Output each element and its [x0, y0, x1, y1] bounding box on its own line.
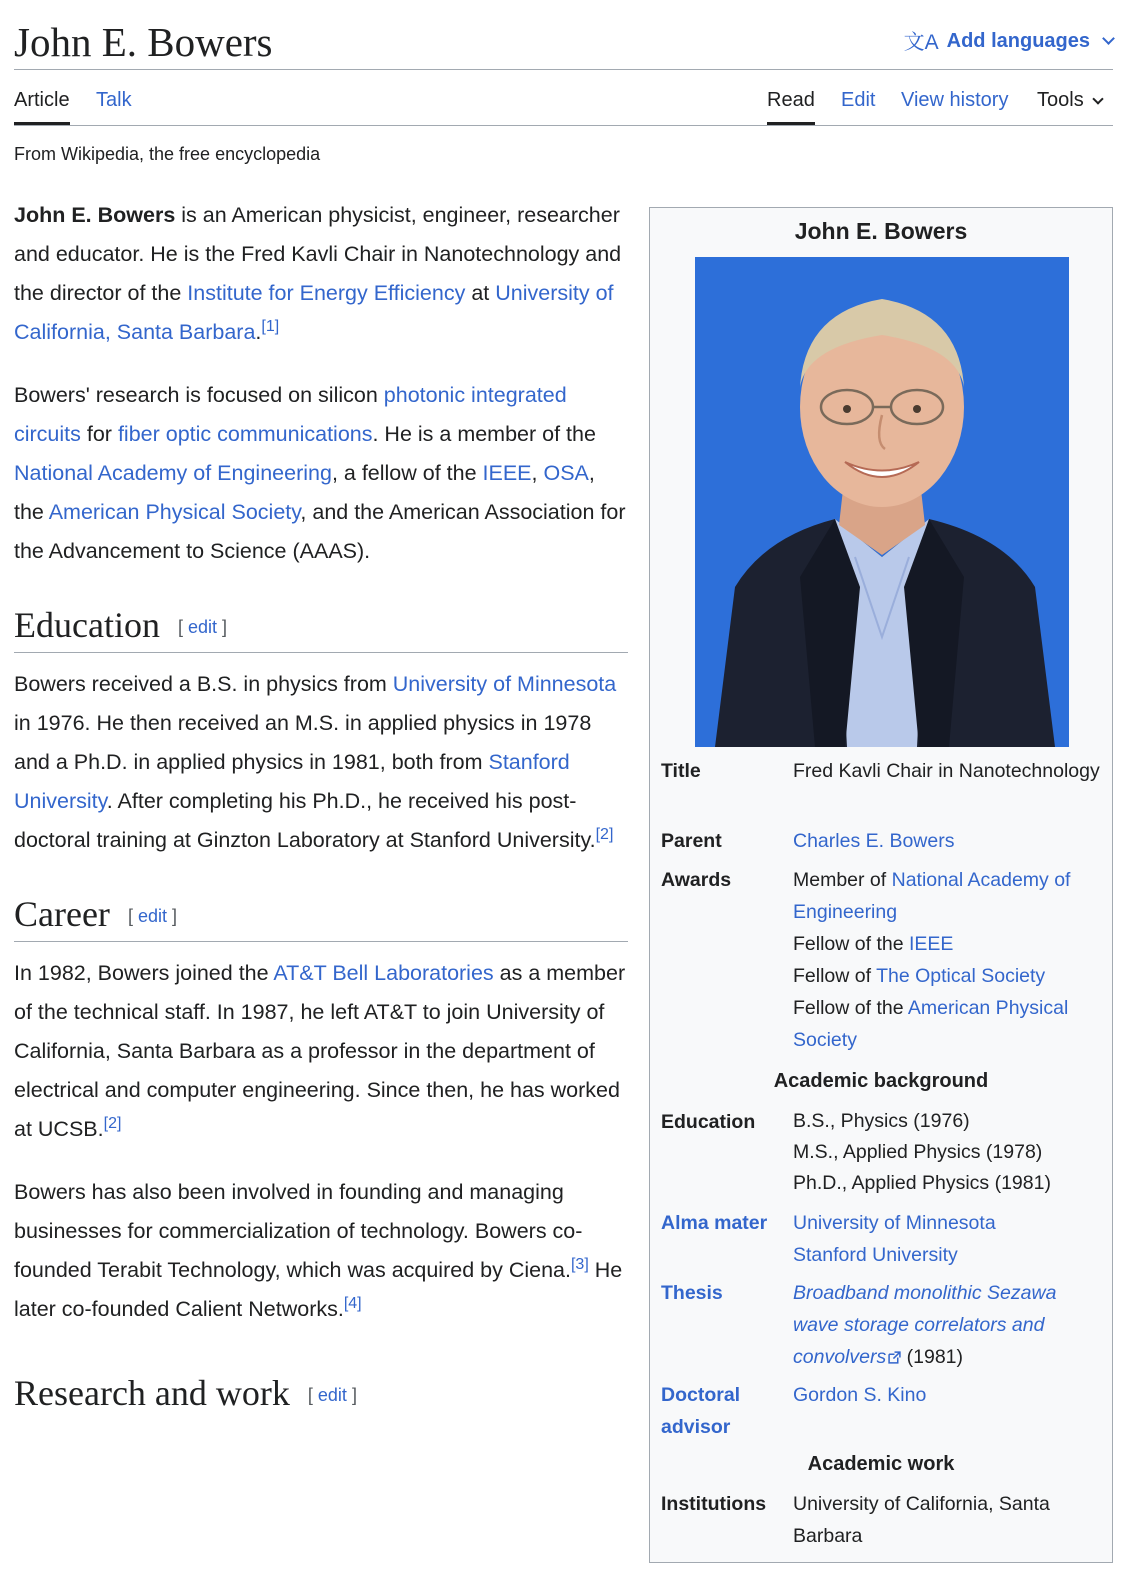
link-university-of-minnesota[interactable]: University of Minnesota	[793, 1212, 996, 1234]
link-ucsb[interactable]: University of California, Santa Barbara	[14, 281, 614, 344]
title-bar	[14, 14, 1113, 70]
reference-2[interactable]: [2]	[595, 825, 614, 843]
section-heading-research	[14, 1373, 628, 1421]
link-photonic-integrated-circuits[interactable]: photonic integrated circuits	[14, 383, 567, 446]
infobox-value	[793, 825, 1103, 857]
chevron-down-icon	[1092, 93, 1103, 104]
award-item	[793, 928, 1103, 960]
text-run: Member of	[793, 869, 892, 891]
text-run: as a member of the technical staff. In 1987, he left AT&T to join University of California, Santa Barbara as a professor in the department of electrical and computer engineering. Since then, he has worked at UCSB.	[14, 961, 626, 1141]
section-title: Career	[14, 894, 110, 934]
infobox-label: Institutions	[661, 1493, 767, 1515]
external-link-icon	[888, 1351, 901, 1364]
section-edit-bracket: [ edit ]	[127, 906, 177, 926]
link-stanford-university[interactable]: Stanford University	[14, 750, 570, 813]
link-alma-mater-label[interactable]: Alma mater	[661, 1212, 768, 1234]
infobox-label: Awards	[661, 869, 732, 891]
degree-item: M.S., Applied Physics (1978)	[793, 1141, 1043, 1163]
lead-paragraph-2	[14, 376, 628, 571]
section-edit-link[interactable]: edit	[187, 617, 217, 637]
link-stanford-university[interactable]: Stanford University	[793, 1244, 958, 1266]
thesis-year: (1981)	[901, 1346, 964, 1368]
infobox-value: University of California, Santa Barbara	[793, 1493, 1050, 1547]
subject-name: John E. Bowers	[14, 203, 176, 227]
text-run: Fellow of the	[793, 997, 908, 1019]
link-fiber-optic-communications[interactable]: fiber optic communications	[117, 422, 373, 446]
text-run: , the	[14, 461, 595, 524]
link-osa[interactable]: OSA	[543, 461, 589, 485]
text-run: , a fellow of the	[331, 461, 483, 485]
article-body	[14, 196, 628, 1433]
infobox	[649, 207, 1113, 1563]
career-paragraph-2	[14, 1173, 628, 1329]
degree-item: Ph.D., Applied Physics (1981)	[793, 1172, 1051, 1194]
site-tagline: From Wikipedia, the free encyclopedia	[14, 144, 321, 164]
section-title: Research and work	[14, 1373, 290, 1413]
add-languages-button[interactable]	[904, 26, 1113, 56]
link-university-of-minnesota[interactable]: University of Minnesota	[392, 672, 617, 696]
text-run: .	[255, 320, 262, 344]
tab-talk[interactable]: Talk	[96, 89, 132, 111]
text-run: Bowers' research is focused on silicon	[14, 383, 384, 407]
section-edit-link[interactable]: edit	[137, 906, 167, 926]
page-title: John E. Bowers	[14, 19, 273, 65]
infobox-label: Education	[661, 1111, 756, 1133]
add-languages-label: Add languages	[946, 29, 1090, 52]
text-run: In 1982, Bowers joined the	[14, 961, 274, 985]
lead-paragraph-1	[14, 196, 628, 352]
infobox-title: John E. Bowers	[794, 218, 968, 244]
link-national-academy-engineering[interactable]: National Academy of Engineering	[793, 869, 1071, 923]
link-att-bell-laboratories[interactable]: AT&T Bell Laboratories	[273, 961, 494, 985]
infobox-header-academic-background: Academic background	[773, 1070, 989, 1092]
text-run: . He is a member of the	[372, 422, 596, 446]
reference-4[interactable]: [4]	[343, 1294, 362, 1312]
text-run: He later co-founded Calient Networks.	[14, 1258, 623, 1321]
link-national-academy-engineering[interactable]: National Academy of Engineering	[14, 461, 332, 485]
infobox-value	[793, 1277, 1103, 1373]
link-american-physical-society[interactable]: American Physical Society	[48, 500, 301, 524]
reference-1[interactable]: [1]	[261, 317, 280, 335]
tools-label: Tools	[1037, 89, 1084, 111]
text-run: Bowers has also been involved in founding and managing businesses for commercialization of technology. Bowers co-founded Terabit Technology, which was acquired by Ciena.	[14, 1180, 583, 1282]
tab-read[interactable]: Read	[767, 89, 815, 111]
infobox-row-title	[661, 755, 1106, 827]
text-run: Fellow of the	[793, 933, 909, 955]
text-run: , and the American Association for the Advancement to Science (AAAS).	[14, 500, 626, 563]
link-thesis-label[interactable]: Thesis	[661, 1282, 723, 1304]
infobox-value	[793, 1207, 1103, 1271]
infobox-value	[793, 864, 1103, 1056]
reference-3[interactable]: [3]	[570, 1255, 589, 1273]
text-run: . After completing his Ph.D., he received his post-doctoral training at Ginzton Laboratory at Stanford University.	[14, 789, 596, 852]
link-ieee[interactable]: IEEE	[482, 461, 532, 485]
link-doctoral-advisor-label[interactable]: Doctoral advisor	[661, 1384, 741, 1438]
chevron-down-icon	[1102, 32, 1115, 45]
section-edit-link[interactable]: edit	[317, 1385, 347, 1405]
section-edit-bracket: [ edit ]	[307, 1385, 357, 1405]
translate-icon: 文A	[903, 31, 939, 54]
section-heading-education	[14, 605, 628, 653]
tab-edit[interactable]: Edit	[841, 89, 876, 111]
infobox-value	[793, 1106, 1103, 1199]
section-title: Education	[14, 605, 160, 645]
link-american-physical-society[interactable]: American Physical Society	[793, 997, 1069, 1051]
infobox-label: Title	[661, 760, 701, 782]
reference-2[interactable]: [2]	[103, 1114, 122, 1132]
portrait-photo[interactable]	[695, 257, 1069, 747]
tools-menu[interactable]	[1037, 88, 1102, 112]
link-optical-society[interactable]: The Optical Society	[876, 965, 1046, 987]
text-run: in 1976. He then received an M.S. in applied physics in 1978 and a Ph.D. in applied physics in 1981, both from	[14, 711, 592, 774]
link-charles-e-bowers[interactable]: Charles E. Bowers	[793, 830, 955, 852]
page-tabs	[14, 70, 1113, 126]
section-edit-bracket: [ edit ]	[177, 617, 228, 637]
education-paragraph	[14, 665, 628, 860]
career-paragraph-1	[14, 954, 628, 1149]
infobox-value: Fred Kavli Chair in Nanotechnology	[793, 760, 1100, 782]
infobox-header-academic-work: Academic work	[807, 1453, 955, 1475]
award-item	[793, 960, 1103, 992]
infobox-label: Parent	[661, 830, 722, 852]
text-run: Fellow of	[793, 965, 877, 987]
infobox-value	[793, 1379, 1103, 1411]
text-run: Bowers received a B.S. in physics from	[14, 672, 393, 696]
link-institute-energy-efficiency[interactable]: Institute for Energy Efficiency	[187, 281, 466, 305]
link-thesis-title[interactable]: Broadband monolithic Sezawa wave storage correlators and convolvers	[793, 1282, 1057, 1368]
text-run: at	[465, 281, 496, 305]
text-run: for	[80, 422, 118, 446]
portrait-illustration	[695, 257, 1069, 747]
text-run: is an American physicist, engineer, researcher and educator. He is the Fred Kavli Chair in Nanotechnology and the director of the	[14, 203, 622, 305]
tab-view-history[interactable]: View history	[901, 89, 1009, 111]
link-ieee[interactable]: IEEE	[908, 933, 954, 955]
section-heading-career	[14, 894, 628, 942]
text-run: ,	[531, 461, 544, 485]
award-item	[793, 992, 1103, 1056]
award-item	[793, 864, 1103, 928]
tab-article[interactable]: Article	[14, 89, 70, 111]
degree-item: B.S., Physics (1976)	[793, 1110, 970, 1132]
link-gordon-s-kino[interactable]: Gordon S. Kino	[793, 1384, 927, 1406]
